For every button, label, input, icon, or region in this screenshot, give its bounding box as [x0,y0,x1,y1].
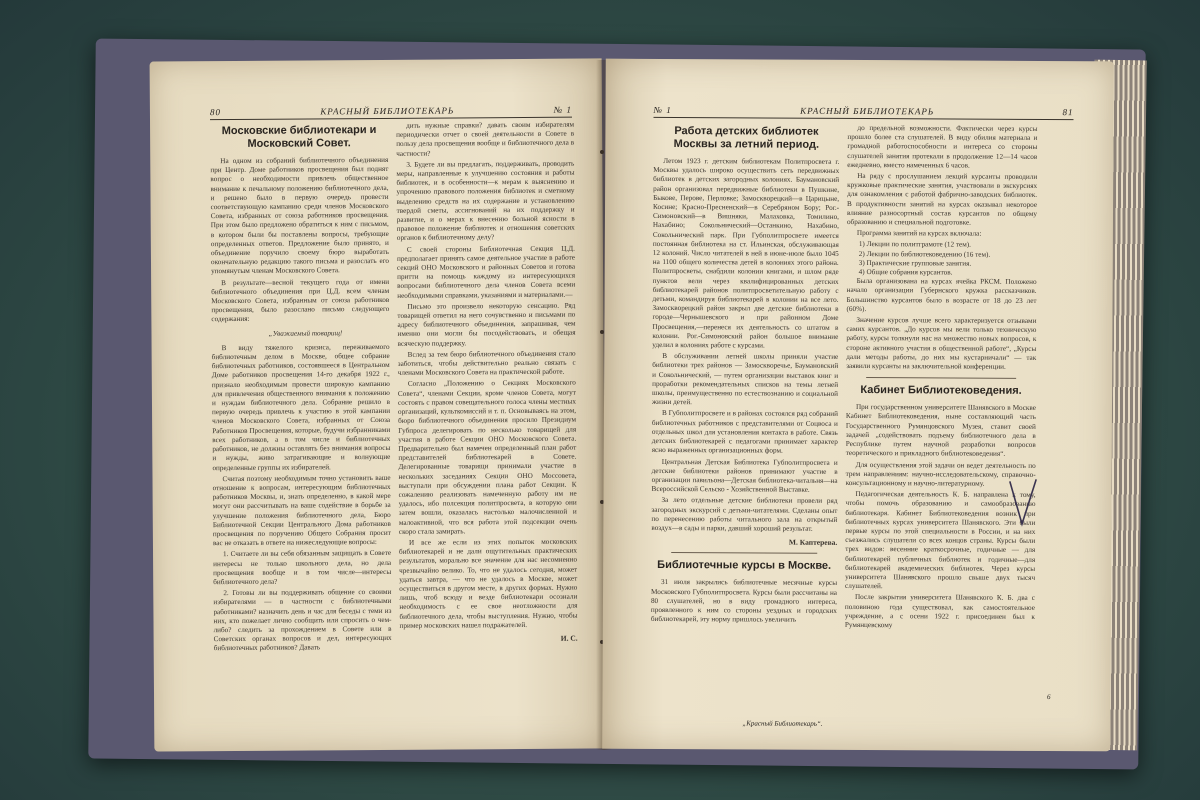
paragraph: На ряду с прослушанием лекций курсанты проводили кружковые практические занятия, участвовали в экскурсиях для ознакомления с работой фабрично-заводских библиотек. В продуктивности занятий на курсах оказывал некоторое влияние разносортный состав курсантов по общему образованию и специальной подготовке. [846,172,1038,227]
paragraph: Летом 1923 г. детским библиотекам Политпросвета г. Москвы удалось широко осуществить сеть передвижных библиотек в детских загородных колониях. Баумановский район организовал передвижные библиотеки в Пушкине, Быкове, Перове, Перловке; Замоскворецкий—в Царицыне, Косине; Красно-Пресненский—в Серебряном Бору; Рог.-Симоновский—в Вишняки, Малаховка, Томилино, Нахабино; Сокольнический—Останкино, Нахабино, Сокольнический парк. При Губполитпросвете имеется постоянная библиотека на ст. Ильинская, обслуживающая 12 колоний. Число читателей в ней в июне-июле было 1045 на 1100 общего количества детей в колониях этого района. Политпросветы, снабдили колонии книгами, и шлом ряде пунктов вели через квалифицированных детских библиотекарей районов политпросветительную работу с детьми, командируя библиотекарей в колонии на все лето. Замоскворецкий район закрыл две детские библиотеки в городе—Чернышевского и при районном Доме Просвещения,—перенеся их деятельность со штатом в колонии. Рог.-Симоновский район большое внимание уделил в колониях работе с курсами. [652,156,840,350]
left-page-number: 80 [209,107,221,118]
signature: И. С. [560,633,578,643]
paragraph: Центральная Детская Библиотека Губполитпросвета и детские библиотеки районов принимают участие в организации павильона—Детская библиотека-читальня—на Всероссийской Сельско - Хозяйственной Выставке. [651,457,838,494]
left-running-header [210,99,572,121]
right-column-2 [845,124,1038,633]
paragraph: В результате—весной текущего года от имени библиотечного объединения при Ц.Д. всем членам Московского Совета, избранным от союза работников просвещения, было разослано письмо следующего содержания: [211,277,390,324]
article-title-library-science-cabinet: Кабинет Библиотековедения. [860,384,1022,398]
paragraph: В виду тяжелого кризиса, переживаемого библиотечным делом в Москве, общее собрание библиотечных работников, состоявшееся в Центральном Доме работников просвещения 14-го декабря 1922 г., признало необходимым провести широкую кампанию для привлечения общественного внимания к положению и нуждам библиотечного дела. Собрание решило в первую очередь привлечь к участию в этой кампании членов Московского Совета, избранных от Союза Работников Просвещения, которые, будучи избранниками всех работников, а в том числе и библиотечных работников, не должны оставлять без внимания вопросы и нужды, живо затрагивающие и волнующие определенные группы их избирателей. [211,342,391,472]
paragraph: Программа занятий на курсах включала: [856,229,982,238]
article-title-childrens-libraries: Работа детских библиотек Москвы за летний период. [673,125,820,151]
signature-mark: 6 [1046,692,1051,702]
left-page [150,58,607,751]
right-issue: № 1 [653,104,672,116]
paragraph: В обслуживании летней школы приняли участие библиотеки трех районов — Замоскворечье, Баумановский и Сокольнический, — путем организации выставок книг и проработки рекомендательных списков на темы летней школы, преимущественно по естествознанию и социальной жизни детей. [651,352,839,407]
paragraph: С своей стороны Библиотечная Секция Ц.Д. предполагает принять самое деятельное участие в работе секций ОНО Московского и районных Советов и готова притти на помощь каждому из интересующихся вопросами библиотечного дела членов Совета всеми необходимыми справками, указаниями и материалами.— [396,244,576,300]
left-running-title: КРАСНЫЙ БИБЛИОТЕКАРЬ [320,105,455,117]
paragraph: 3. Будете ли вы предлагать, поддерживать, проводить меры, направленные к улучшению состояния и работы библиотек, и в особенности—к мерам к выяснению и упрочению правового положения библиотек и сметному выделению средств на их содержание и установлению твердой сметы, ассигнований на их поддержку и развитие, и о мерах к внесению больной ясности в правовое положение библиотек и отношения советских органов к библиотечному делу? [396,159,575,243]
paragraph: Для осуществления этой задачи он ведет деятельность по трем направлениям: научно-исследовательскому, справочно-консультационному и научно-литературному. [845,460,1036,488]
paragraph: После закрытия университета Шанявского К. Б. два с половиною года существовал, как самостоятельное учреждение, а с осени 1922 г. присоединен был к Румянцевскому [844,593,1036,630]
paragraph: Согласно „Положению о Секциях Московского Совета“, членами Секции, кроме членов Совета, могут состоять с правом совещательного голоса члены местных организаций, культкомиссий и т. п. Основываясь на этом, бюро библиотечного объединения просило Президиум Губпроса делегировать по несколько товарищей для участия в работе Секции ОНО Московского Совета. Предварительно был намечен определенный план работ представителей библиотекарей в Совете. Делегированные товарищи принимали участие в нескольких заседаниях Секции ОНО Моссовета, выступали при обсуждении плана работ Секции. К сожалению реализовать намеченную работу им не удалось, ибо полсекция политпросвета, в которую они затем вошли, оказалась настолько малочисленной и малоактивной, что вся работа этой подсекции очень скоро стала замирать. [397,379,577,536]
left-column-2 [396,121,578,644]
paragraph: Вслед за тем бюро библиотечного объединения стало заботиться, чтобы действительно реально связать с членами Московского Совета на практической работе. [397,349,576,378]
paragraph: На одном из собраний библиотечного объединения при Центр. Доме работников просвещения был поднят вопрос о необходимости привлечь общественное внимание к печальному положению библиотечного дела, и решено было в первую очередь провести соответствующую кампанию среди членов Московского Совета, избранных от союза работников просвещения. При этом было предложено обратиться к ним с письмом, в котором были бы поставлены вопросы, требующие определенных ответов. Предложение было принято, и объединение поручило своему бюро выработать окончательную редакцию такого письма и разослать его упомянутым членам Московского Совета. [210,155,390,276]
left-issue: № 1 [553,104,572,115]
right-page [602,59,1114,752]
right-running-header [654,99,1074,120]
paragraph: В Губполитпросвете и в районах состоялся ряд собраний библиотечных работников с представителями от Соцвоса и отдельных школ для установления контакта в работе. Связь детских библиотекарей с педагогами принимает характер ясно выраженных организационных форм. [651,409,838,455]
divider [671,552,817,554]
handwritten-checkmark-icon [1008,478,1038,528]
program-list [847,240,1037,278]
binding-stitch [600,150,604,154]
paragraph: дить нужные справки? давать своим избирателям периодически отчет о своей деятельности в Совете в пользу дела просвещения вообще и библиотечного дела в частности? [396,120,575,158]
right-running-title: КРАСНЫЙ БИБЛИОТЕКАРЬ [800,105,935,117]
divider [866,377,1016,379]
right-column-1 [651,123,840,627]
paragraph: Считая поэтому необходимым точно установить ваше отношение к вопросам, интересующим библиотечных работников Москвы, и, знать определенно, в какой мере могут они рассчитывать на ваше содействие в борьбе за улучшение положения библиотечного дела, Бюро Библиотечной Секции Центрального Дома работников просвещения по поручению Общего Собрания просит вас не отказать в ответе на нижеследующие вопросы: [212,473,391,548]
list-item: 4) Общие собрания курсантов. [858,268,953,277]
signature: М. Каптерева. [788,537,838,548]
left-column-1 [210,122,392,656]
paragraph: 2. Готовы ли вы поддерживать общение со своими избирателями — в частности с библиотечными работниками? назначить день и час для беседы с теми из них, кто пожелает лично сообщить или спросить о чем-либо? следить за прохождением в Совете или в Советских органах вопросов и дел, интересующих библиотечных работников? Давать [213,588,392,653]
paragraph: И все же если из этих попыток московских библиотекарей и не дали ощутительных практических результатов, морально все значение для нас несомненно чрезвычайно велико. То, что не удалось сегодня, может удаться завтра, — что не удалось в Москве, может осуществиться в другом месте, в других формах. Нужно лишь, чтоб всюду и везде библиотекари осознали необходимость с ее свое неотложности для библиотечного дела, чтобы выступления. Нужно, чтобы пример московских нашел подражателей. [398,537,578,630]
paragraph: Значение курсов лучше всего характеризуется отзывами самих курсантов. „До курсов мы вели только техническую работу, курсы толкнули нас на множество новых вопросов, к стороне активного участия в общественной работе“, „Курсы дали методы работы, до них мы кустарничали“ — так заявили курсанты на заключительной конференции. [846,316,1037,371]
article-title-library-courses: Библиотечные курсы в Москве. [657,559,832,573]
paragraph: Письмо это произвело некоторую сенсацию. Ряд товарищей ответил на него сочувственно и письмами по адресу библиотечного объединения, запрашивая, чем именно они могли бы посодействовать, и обещая всяческую поддержку. [397,301,576,348]
list-item: 2) Лекции по библиотековедению (16 тем). [858,249,991,259]
footer-publication: „Красный Библиотекарь“. [742,719,823,728]
paragraph: 31 июля закрылись библиотечные месячные курсы Московского Губполитпросвета. Курсы были рассчитаны на 80 слушателей, но в виду громадного интереса, проявленного к ним со стороны уездных и городских библиотекарей, эту норму пришлось увеличить [650,578,838,624]
paragraph: За лето отдельные детские библиотеки провели ряд загородных экскурсий с детьми-читателями. Сделаны опыт по перенесению работы читального зала на открытый воздух—в сады и парки, давший хороший результат. [651,496,838,533]
list-item: 3) Практические групповые занятия. [858,258,972,268]
paragraph: до предельной возможности. Фактически через курсы прошло более ста слушателей. В виду обилия материала и громадной работоспособности и интереса со стороны слушателей занятия протекали в продолжение 12—14 часов ежедневно, вместо намеченных 6 часов. [847,123,1038,170]
paragraph: 1. Считаете ли вы себя обязанным защищать в Совете интересы не только школьного дела, но дела просвещения вообще и в том числе—интересы библиотечного дела? [213,549,392,587]
paragraph: Педагогическая деятельность К. Б. направлена к тому, чтобы помочь образованию и самообразованию библиотекаря. Кабинет Библиотековедения возник при библиотечных курсах университета Шанявского. Эти были первые курсы по этой специальности в России, и на них съезжались слушатели со всех концов страны. Курсы были трех видов: весенние краткосрочные, годичные — для библиотекарей публичных библиотек и годичные—для библиотекарей академических библиотек. Через курсы университета Шанявского прошло свыше двух тысяч слушателей. [845,490,1036,591]
article-title-moscow-librarians: Московские библиотекари и Московский Совет. [221,124,377,150]
list-item: 1) Лекции по политграмоте (12 тем). [858,240,972,250]
paragraph: При государственном университете Шанявского в Москве Кабинет Библиотековедения, ныне составляющий часть Государственного Румянцовского Музея, ставит своей задачей „содействовать подъему библиотечного дела в Республике путем научной разработки вопросов теоретического и прикладного библиотековедения“. [845,403,1037,459]
letter-salutation: „Уважаемый товарищ! [268,328,343,338]
paragraph: Была организована на курсах ячейка РКСМ. Положено начало организации Губернского кружка рассказчиков. Большинство курсантов было в возрасте от 18 до 23 лет (60%). [846,277,1037,313]
right-page-number: 81 [1062,107,1074,118]
